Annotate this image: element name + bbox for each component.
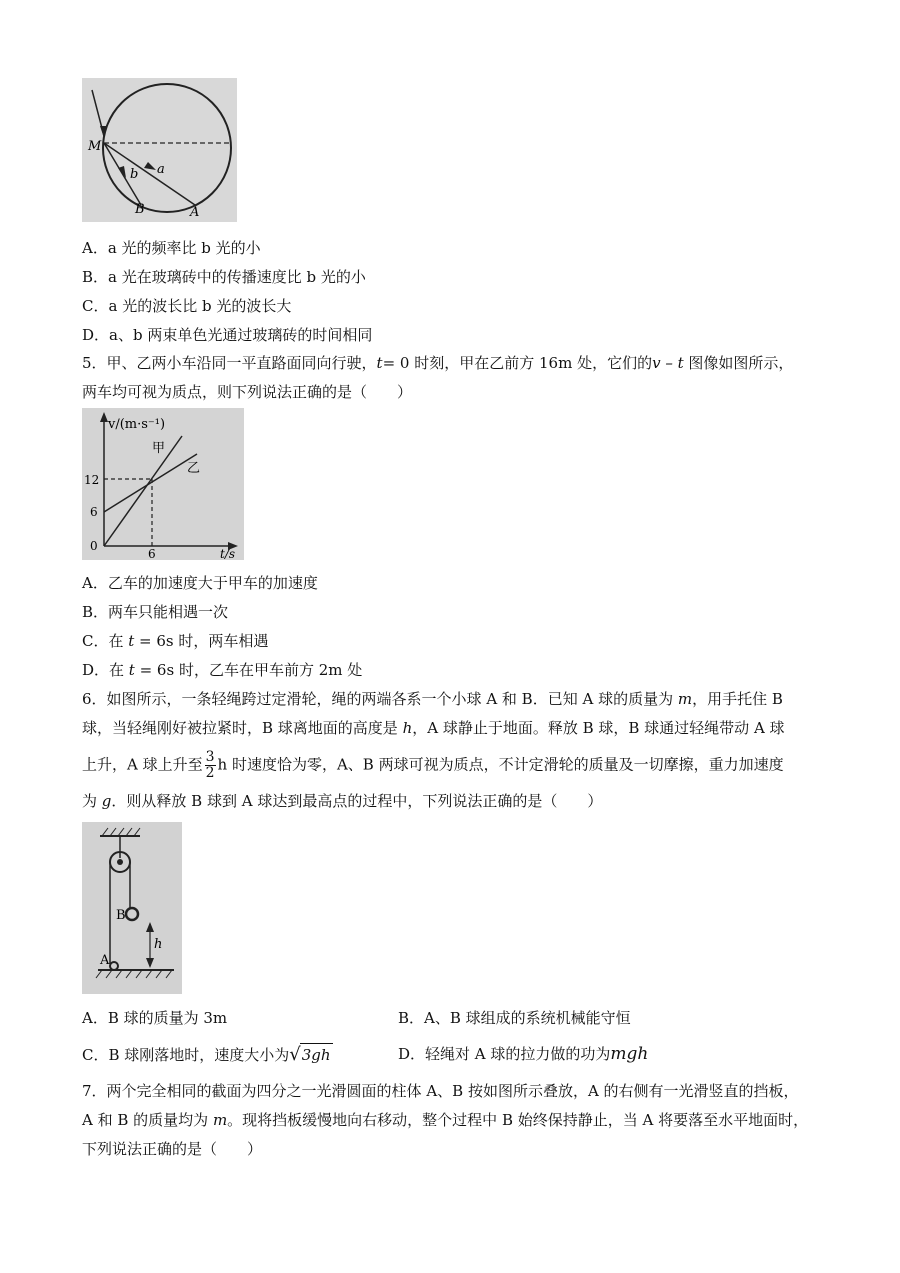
q5-optc-t: t bbox=[128, 632, 135, 650]
vt-label-jia: 甲 bbox=[152, 441, 166, 456]
q6-l4-g: g bbox=[101, 792, 112, 810]
vt-y6: 6 bbox=[90, 505, 98, 519]
q6-stem-line1 bbox=[82, 688, 783, 710]
q5-optc-b: = 6s 时，两车相遇 bbox=[134, 632, 269, 650]
vt-graph-figure bbox=[82, 408, 244, 560]
label-b: b bbox=[130, 167, 139, 182]
vt-ylabel: v/(m·s⁻¹) bbox=[108, 417, 166, 432]
q5-stem-vt: v – t bbox=[652, 354, 684, 372]
q5-optd-t: t bbox=[128, 661, 135, 679]
q4-option-c: C．a 光的波长比 b 光的波长大 bbox=[82, 297, 292, 315]
q6-l2-b: ，A 球静止于地面。释放 B 球，B 球通过轻绳带动 A 球 bbox=[412, 719, 785, 737]
q7-l2-b: 。现将挡板缓慢地向右移动，整个过程中 B 始终保持静止，当 A 将要落至水平地面时， bbox=[227, 1111, 809, 1129]
q5-stem-line1 bbox=[82, 352, 793, 374]
q5-option-a: A．乙车的加速度大于甲车的加速度 bbox=[82, 574, 318, 592]
q4-option-d: D．a、b 两束单色光通过玻璃砖的时间相同 bbox=[82, 326, 373, 344]
q5-stem-c: 图像如图所示， bbox=[683, 354, 794, 372]
q5-option-c bbox=[82, 630, 268, 652]
q7-l2-a: A 和 B 的质量均为 bbox=[82, 1111, 213, 1129]
q6-l3-b: h 时速度恰为零，A、B 两球可视为质点，不计定滑轮的质量及一切摩擦，重力加速度 bbox=[217, 755, 784, 774]
q7-l2-m: m bbox=[212, 1111, 228, 1129]
q6-option-c bbox=[82, 1043, 333, 1066]
vt-xlabel: t/s bbox=[220, 547, 236, 560]
q5-option-d bbox=[82, 659, 362, 681]
label-a: a bbox=[157, 162, 165, 177]
q6-optc-sqrt: 3gh bbox=[300, 1043, 333, 1066]
label-A: A bbox=[190, 205, 200, 220]
fraction-three-halves bbox=[205, 750, 216, 781]
q6-option-a: A．B 球的质量为 3m bbox=[82, 1009, 228, 1027]
q6-l2-h: h bbox=[402, 719, 413, 737]
q5-optc-a: C．在 bbox=[82, 632, 129, 650]
vt-x6: 6 bbox=[148, 547, 156, 560]
sqrt-sign: √ bbox=[289, 1044, 301, 1065]
q6-l1-a: 6．如图所示，一条轻绳跨过定滑轮，绳的两端各系一个小球 A 和 B．已知 A 球的质量为 bbox=[82, 690, 678, 708]
q6-option-b: B．A、B 球组成的系统机械能守恒 bbox=[398, 1009, 631, 1027]
q5-stem-b: = 0 时刻，甲在乙前方 16m 处，它们的 bbox=[382, 354, 653, 372]
q7-stem-line1: 7．两个完全相同的截面为四分之一光滑圆面的柱体 A、B 按如图所示叠放，A 的右侧有一光滑竖直的挡板， bbox=[82, 1082, 799, 1100]
pulley-label-B: B bbox=[116, 908, 126, 923]
q6-optd-b: mgh bbox=[610, 1044, 649, 1064]
q4-option-a: A．a 光的频率比 b 光的小 bbox=[82, 239, 261, 257]
pulley-label-A: A bbox=[100, 953, 110, 968]
q5-stem-a: 5．甲、乙两小车沿同一平直路面同向行驶， bbox=[82, 354, 377, 372]
q5-optd-a: D．在 bbox=[82, 661, 129, 679]
q6-stem-line3 bbox=[82, 750, 784, 781]
q7-stem-line2 bbox=[82, 1109, 808, 1131]
q6-stem-line2 bbox=[82, 717, 785, 739]
pulley-label-h: h bbox=[154, 937, 163, 952]
frac-den: 2 bbox=[205, 765, 215, 781]
pulley-figure bbox=[82, 822, 182, 994]
q6-l1-b: ，用手托住 B bbox=[692, 690, 783, 708]
frac-num: 3 bbox=[205, 749, 215, 765]
q7-stem-line3: 下列说法正确的是（ ） bbox=[82, 1140, 263, 1158]
q6-l2-a: 球，当轻绳刚好被拉紧时，B 球离地面的高度是 bbox=[82, 719, 403, 737]
vt-y12: 12 bbox=[84, 473, 100, 487]
q5-stem-line2: 两车均可视为质点，则下列说法正确的是（ ） bbox=[82, 383, 413, 401]
q6-optc-a: C．B 球刚落地时，速度大小为 bbox=[82, 1046, 290, 1064]
q5-option-b: B．两车只能相遇一次 bbox=[82, 603, 229, 621]
q6-l1-m: m bbox=[677, 690, 693, 708]
q6-l3-a: 上升，A 球上升至 bbox=[82, 755, 203, 774]
q6-l4-b: ．则从释放 B 球到 A 球达到最高点的过程中，下列说法正确的是（ ） bbox=[111, 792, 603, 810]
light-refraction-figure bbox=[82, 78, 237, 222]
vt-origin: 0 bbox=[90, 539, 98, 553]
vt-label-yi: 乙 bbox=[187, 461, 201, 476]
q6-l4-a: 为 bbox=[82, 792, 102, 810]
q5-optd-b: = 6s 时，乙车在甲车前方 2m 处 bbox=[134, 661, 363, 679]
q6-optd-a: D．轻绳对 A 球的拉力做的功为 bbox=[398, 1045, 611, 1063]
q6-stem-line4 bbox=[82, 790, 602, 812]
q5-stem-t: t bbox=[376, 354, 383, 372]
q6-option-d bbox=[398, 1043, 648, 1065]
q4-option-b: B．a 光在玻璃砖中的传播速度比 b 光的小 bbox=[82, 268, 366, 286]
label-M: M bbox=[88, 139, 102, 154]
label-B: B bbox=[135, 202, 145, 217]
